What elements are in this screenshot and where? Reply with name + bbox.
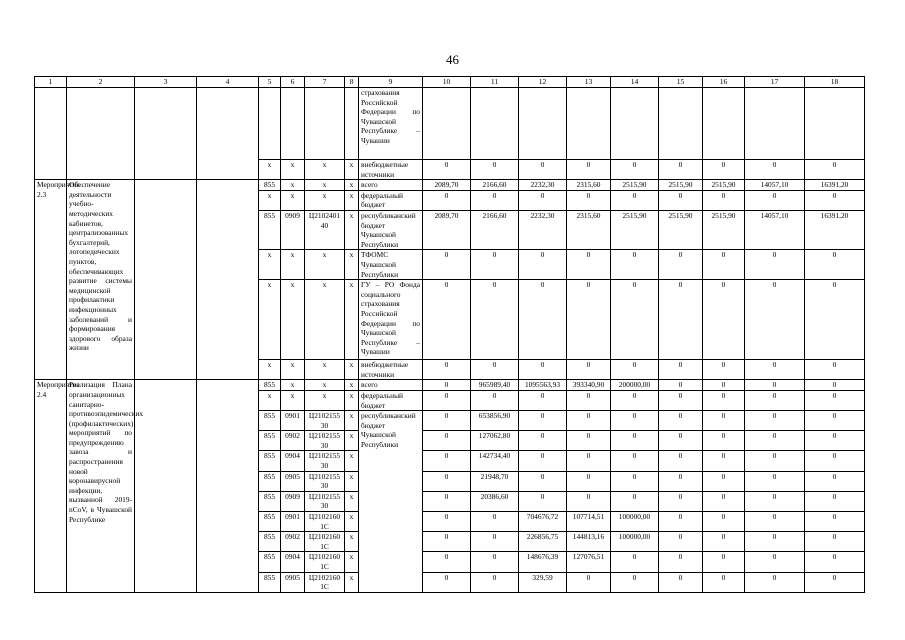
value-cell: 0 xyxy=(611,250,659,280)
funding-source: ГУ – РО Фонда социального страхования Российской Федерации по Чувашской Республике – Чувашии xyxy=(359,280,423,360)
empty-cell xyxy=(135,88,197,180)
value-cell: 0 xyxy=(471,280,519,360)
value-cell: 0 xyxy=(423,451,471,471)
value-cell: 0 xyxy=(423,491,471,511)
value-cell: 0 xyxy=(745,491,805,511)
value-cell: 0 xyxy=(703,532,745,552)
value-cell: 0 xyxy=(519,471,567,491)
activity-description: Обеспечение деятельности учебно-методических кабинетов, централизованных бухгалтерий, логопедических пунктов, обеспечивающих развитие системы медицинской профилактики инфекционных заболеваний и формирования здорового образа жизни xyxy=(67,180,135,380)
table-row xyxy=(35,88,865,160)
value-cell: 2089,70 xyxy=(423,180,471,191)
empty-cell xyxy=(35,88,67,180)
column-number: 5 xyxy=(259,77,281,88)
value-cell: 0 xyxy=(805,250,865,280)
value-cell: 20386,60 xyxy=(471,491,519,511)
value-cell: 0 xyxy=(471,572,519,592)
grbs-code: 855 xyxy=(259,431,281,451)
grbs-code: х xyxy=(259,360,281,380)
value-cell: 14057,10 xyxy=(745,210,805,249)
value-cell: 0 xyxy=(567,471,611,491)
value-cell: 142734,40 xyxy=(471,451,519,471)
value-cell: 0 xyxy=(703,390,745,410)
header-row xyxy=(35,77,865,88)
empty-cell xyxy=(259,88,281,160)
value-cell: 0 xyxy=(805,451,865,471)
value-cell: 0 xyxy=(703,250,745,280)
value-cell: 0 xyxy=(703,451,745,471)
value-cell: 0 xyxy=(567,190,611,210)
value-cell: 0 xyxy=(519,451,567,471)
expense-type-code: х xyxy=(345,491,359,511)
funding-source: республиканский бюджет Чувашской Республики xyxy=(359,210,423,249)
section-code: х xyxy=(281,160,305,180)
value-cell: 0 xyxy=(423,532,471,552)
expense-type-code: х xyxy=(345,210,359,249)
value-cell: 100000,00 xyxy=(611,532,659,552)
value-cell: 0 xyxy=(745,471,805,491)
section-code: 0909 xyxy=(281,491,305,511)
expense-type-code: х xyxy=(345,280,359,360)
value-cell: 0 xyxy=(471,360,519,380)
value-cell: 0 xyxy=(659,360,703,380)
value-cell: 0 xyxy=(423,250,471,280)
section-code: х xyxy=(281,250,305,280)
grbs-code: 855 xyxy=(259,380,281,391)
value-cell: 0 xyxy=(659,451,703,471)
value-cell: 0 xyxy=(519,411,567,431)
target-article-code: х xyxy=(305,380,345,391)
column-number: 1 xyxy=(35,77,67,88)
value-cell: 2515,90 xyxy=(703,210,745,249)
funding-source: всего xyxy=(359,380,423,391)
target-article-code: х xyxy=(305,180,345,191)
value-cell: 0 xyxy=(745,190,805,210)
empty-cell xyxy=(745,88,805,160)
column-number: 8 xyxy=(345,77,359,88)
column-number: 4 xyxy=(197,77,259,88)
value-cell: 2315,60 xyxy=(567,210,611,249)
value-cell: 0 xyxy=(423,552,471,572)
grbs-code: 855 xyxy=(259,552,281,572)
section-code: 0904 xyxy=(281,451,305,471)
value-cell: 0 xyxy=(659,572,703,592)
activity-label: Мероприятие 2.3 xyxy=(35,180,67,380)
value-cell: 127076,51 xyxy=(567,552,611,572)
value-cell: 0 xyxy=(805,380,865,391)
section-code: 0905 xyxy=(281,471,305,491)
value-cell: 0 xyxy=(805,471,865,491)
value-cell: 0 xyxy=(805,512,865,532)
section-code: 0909 xyxy=(281,210,305,249)
value-cell: 2315,60 xyxy=(567,180,611,191)
grbs-code: х xyxy=(259,160,281,180)
value-cell: 0 xyxy=(745,572,805,592)
value-cell: 0 xyxy=(745,532,805,552)
value-cell: 0 xyxy=(423,471,471,491)
value-cell: 0 xyxy=(567,411,611,431)
value-cell: 0 xyxy=(423,390,471,410)
value-cell: 0 xyxy=(703,280,745,360)
value-cell: 0 xyxy=(805,572,865,592)
value-cell: 0 xyxy=(659,160,703,180)
value-cell: 0 xyxy=(423,160,471,180)
grbs-code: х xyxy=(259,280,281,360)
value-cell: 0 xyxy=(745,552,805,572)
value-cell: 653856,90 xyxy=(471,411,519,431)
value-cell: 2515,90 xyxy=(703,180,745,191)
target-article-code: Ц2102160 1С xyxy=(305,532,345,552)
value-cell: 14057,10 xyxy=(745,180,805,191)
empty-cell xyxy=(281,88,305,160)
value-cell: 0 xyxy=(659,380,703,391)
grbs-code: 855 xyxy=(259,572,281,592)
value-cell: 0 xyxy=(659,390,703,410)
column-number: 9 xyxy=(359,77,423,88)
expense-type-code: х xyxy=(345,160,359,180)
value-cell: 0 xyxy=(659,250,703,280)
section-code: 0902 xyxy=(281,431,305,451)
value-cell: 329,59 xyxy=(519,572,567,592)
grbs-code: 855 xyxy=(259,210,281,249)
column-number: 7 xyxy=(305,77,345,88)
value-cell: 0 xyxy=(611,280,659,360)
value-cell: 100000,00 xyxy=(611,512,659,532)
value-cell: 144813,16 xyxy=(567,532,611,552)
empty-cell xyxy=(135,380,197,592)
value-cell: 965989,40 xyxy=(471,380,519,391)
expense-type-code: х xyxy=(345,380,359,391)
funding-source: всего xyxy=(359,180,423,191)
target-article-code: х xyxy=(305,190,345,210)
value-cell: 0 xyxy=(611,431,659,451)
empty-cell xyxy=(197,180,259,380)
value-cell: 0 xyxy=(805,360,865,380)
value-cell: 0 xyxy=(519,360,567,380)
target-article-code: Ц2102160 1С xyxy=(305,552,345,572)
expense-type-code: х xyxy=(345,451,359,471)
value-cell: 0 xyxy=(567,360,611,380)
value-cell: 2089,70 xyxy=(423,210,471,249)
value-cell: 0 xyxy=(519,431,567,451)
table-row xyxy=(35,180,865,191)
value-cell: 0 xyxy=(567,491,611,511)
grbs-code: х xyxy=(259,250,281,280)
empty-cell xyxy=(567,88,611,160)
value-cell: 226856,75 xyxy=(519,532,567,552)
empty-cell xyxy=(345,88,359,160)
column-number: 17 xyxy=(745,77,805,88)
value-cell: 0 xyxy=(471,250,519,280)
value-cell: 0 xyxy=(423,380,471,391)
grbs-code: 855 xyxy=(259,532,281,552)
column-number: 15 xyxy=(659,77,703,88)
column-number: 12 xyxy=(519,77,567,88)
target-article-code: Ц2102160 1С xyxy=(305,572,345,592)
value-cell: 0 xyxy=(519,491,567,511)
value-cell: 704676,72 xyxy=(519,512,567,532)
value-cell: 0 xyxy=(703,160,745,180)
value-cell: 2166,60 xyxy=(471,210,519,249)
value-cell: 0 xyxy=(423,512,471,532)
value-cell: 0 xyxy=(745,390,805,410)
section-code: х xyxy=(281,180,305,191)
grbs-code: 855 xyxy=(259,471,281,491)
value-cell: 0 xyxy=(471,160,519,180)
table-row xyxy=(35,380,865,391)
value-cell: 0 xyxy=(745,451,805,471)
value-cell: 0 xyxy=(611,190,659,210)
expense-type-code: х xyxy=(345,532,359,552)
section-code: х xyxy=(281,360,305,380)
value-cell: 0 xyxy=(659,431,703,451)
expense-type-code: х xyxy=(345,180,359,191)
value-cell: 0 xyxy=(659,190,703,210)
value-cell: 21948,70 xyxy=(471,471,519,491)
funding-source: внебюджетные источники xyxy=(359,160,423,180)
section-code: 0901 xyxy=(281,411,305,431)
value-cell: 0 xyxy=(659,491,703,511)
value-cell: 2515,90 xyxy=(659,210,703,249)
value-cell: 0 xyxy=(703,190,745,210)
value-cell: 0 xyxy=(703,431,745,451)
value-cell: 0 xyxy=(703,360,745,380)
value-cell: 0 xyxy=(703,572,745,592)
value-cell: 0 xyxy=(567,390,611,410)
section-code: 0901 xyxy=(281,512,305,532)
value-cell: 0 xyxy=(567,451,611,471)
value-cell: 0 xyxy=(471,552,519,572)
funding-source: федеральный бюджет xyxy=(359,190,423,210)
value-cell: 2515,90 xyxy=(659,180,703,191)
value-cell: 0 xyxy=(703,491,745,511)
expense-type-code: х xyxy=(345,512,359,532)
empty-cell xyxy=(519,88,567,160)
target-article-code: Ц2102155 30 xyxy=(305,491,345,511)
value-cell: 1095563,93 xyxy=(519,380,567,391)
budget-table xyxy=(34,76,865,593)
value-cell: 0 xyxy=(703,380,745,391)
target-article-code: х xyxy=(305,390,345,410)
empty-cell xyxy=(703,88,745,160)
section-code: х xyxy=(281,390,305,410)
value-cell: 2515,90 xyxy=(611,180,659,191)
grbs-code: х xyxy=(259,390,281,410)
value-cell: 148676,39 xyxy=(519,552,567,572)
value-cell: 2232,30 xyxy=(519,180,567,191)
value-cell: 0 xyxy=(611,451,659,471)
target-article-code: Ц2102401 40 xyxy=(305,210,345,249)
expense-type-code: х xyxy=(345,552,359,572)
value-cell: 0 xyxy=(567,160,611,180)
value-cell: 0 xyxy=(659,512,703,532)
grbs-code: 855 xyxy=(259,451,281,471)
empty-cell xyxy=(423,88,471,160)
value-cell: 0 xyxy=(745,280,805,360)
value-cell: 0 xyxy=(659,532,703,552)
target-article-code: х xyxy=(305,250,345,280)
expense-type-code: х xyxy=(345,360,359,380)
target-article-code: Ц2102155 30 xyxy=(305,411,345,431)
value-cell: 107714,51 xyxy=(567,512,611,532)
value-cell: 393340,90 xyxy=(567,380,611,391)
value-cell: 0 xyxy=(745,431,805,451)
target-article-code: х xyxy=(305,280,345,360)
value-cell: 0 xyxy=(703,552,745,572)
value-cell: 0 xyxy=(659,411,703,431)
grbs-code: 855 xyxy=(259,491,281,511)
value-cell: 0 xyxy=(703,411,745,431)
value-cell: 0 xyxy=(567,572,611,592)
value-cell: 2166,60 xyxy=(471,180,519,191)
value-cell: 0 xyxy=(567,280,611,360)
expense-type-code: х xyxy=(345,572,359,592)
value-cell: 0 xyxy=(703,512,745,532)
value-cell: 0 xyxy=(805,190,865,210)
column-number: 13 xyxy=(567,77,611,88)
target-article-code: Ц2102160 1С xyxy=(305,512,345,532)
value-cell: 0 xyxy=(745,250,805,280)
section-code: х xyxy=(281,280,305,360)
value-cell: 0 xyxy=(745,360,805,380)
value-cell: 0 xyxy=(805,280,865,360)
empty-cell xyxy=(135,180,197,380)
value-cell: 0 xyxy=(611,491,659,511)
value-cell: 16391,20 xyxy=(805,210,865,249)
empty-cell xyxy=(197,88,259,180)
value-cell: 0 xyxy=(423,190,471,210)
section-code: 0904 xyxy=(281,552,305,572)
grbs-code: 855 xyxy=(259,411,281,431)
target-article-code: х xyxy=(305,160,345,180)
grbs-code: х xyxy=(259,190,281,210)
value-cell: 0 xyxy=(745,411,805,431)
value-cell: 0 xyxy=(471,512,519,532)
value-cell: 0 xyxy=(519,280,567,360)
funding-source: республиканский бюджет Чувашской Республики xyxy=(359,411,423,593)
activity-description: Реализация Плана организационных санитарно-противоэпидемических (профилактических) мероприятий по предупреждению завоза и распространения новой коронавирусной инфекции, вызванной 2019-nCoV, в Чувашской Республике xyxy=(67,380,135,592)
expense-type-code: х xyxy=(345,431,359,451)
empty-cell xyxy=(611,88,659,160)
funding-source: внебюджетные источники xyxy=(359,360,423,380)
value-cell: 0 xyxy=(611,360,659,380)
grbs-code: 855 xyxy=(259,180,281,191)
value-cell: 0 xyxy=(611,411,659,431)
value-cell: 0 xyxy=(659,471,703,491)
value-cell: 0 xyxy=(805,411,865,431)
value-cell: 0 xyxy=(703,471,745,491)
empty-cell xyxy=(305,88,345,160)
section-code: х xyxy=(281,380,305,391)
value-cell: 0 xyxy=(611,572,659,592)
value-cell: 0 xyxy=(805,160,865,180)
expense-type-code: х xyxy=(345,250,359,280)
empty-cell xyxy=(659,88,703,160)
empty-cell xyxy=(805,88,865,160)
value-cell: 0 xyxy=(805,532,865,552)
grbs-code: 855 xyxy=(259,512,281,532)
column-number: 16 xyxy=(703,77,745,88)
value-cell: 2232,30 xyxy=(519,210,567,249)
target-article-code: Ц2102155 30 xyxy=(305,431,345,451)
value-cell: 0 xyxy=(567,250,611,280)
column-number: 2 xyxy=(67,77,135,88)
expense-type-code: х xyxy=(345,390,359,410)
value-cell: 0 xyxy=(423,431,471,451)
value-cell: 0 xyxy=(519,390,567,410)
column-number: 14 xyxy=(611,77,659,88)
column-number: 11 xyxy=(471,77,519,88)
section-code: х xyxy=(281,190,305,210)
expense-type-code: х xyxy=(345,471,359,491)
funding-source: федеральный бюджет xyxy=(359,390,423,410)
value-cell: 0 xyxy=(659,280,703,360)
value-cell: 0 xyxy=(519,160,567,180)
column-number: 10 xyxy=(423,77,471,88)
value-cell: 0 xyxy=(471,390,519,410)
value-cell: 0 xyxy=(423,411,471,431)
target-article-code: Ц2102155 30 xyxy=(305,471,345,491)
empty-cell xyxy=(197,380,259,592)
column-number: 3 xyxy=(135,77,197,88)
funding-source: страхования Российской Федерации по Чувашской Республике – Чувашии xyxy=(359,88,423,160)
value-cell: 0 xyxy=(567,431,611,451)
value-cell: 0 xyxy=(471,532,519,552)
value-cell: 0 xyxy=(611,552,659,572)
column-number: 18 xyxy=(805,77,865,88)
activity-label: Мероприятие 2.4 xyxy=(35,380,67,592)
value-cell: 0 xyxy=(745,380,805,391)
value-cell: 0 xyxy=(423,360,471,380)
value-cell: 0 xyxy=(805,552,865,572)
expense-type-code: х xyxy=(345,411,359,431)
value-cell: 0 xyxy=(423,280,471,360)
value-cell: 16391,20 xyxy=(805,180,865,191)
funding-source: ТФОМС Чувашской Республики xyxy=(359,250,423,280)
column-number: 6 xyxy=(281,77,305,88)
value-cell: 0 xyxy=(471,190,519,210)
section-code: 0902 xyxy=(281,532,305,552)
value-cell: 0 xyxy=(745,512,805,532)
value-cell: 0 xyxy=(805,431,865,451)
value-cell: 0 xyxy=(805,390,865,410)
value-cell: 0 xyxy=(423,572,471,592)
expense-type-code: х xyxy=(345,190,359,210)
section-code: 0905 xyxy=(281,572,305,592)
value-cell: 2515,90 xyxy=(611,210,659,249)
value-cell: 200000,00 xyxy=(611,380,659,391)
value-cell: 0 xyxy=(519,250,567,280)
target-article-code: Ц2102155 30 xyxy=(305,451,345,471)
value-cell: 0 xyxy=(519,190,567,210)
value-cell: 0 xyxy=(659,552,703,572)
value-cell: 0 xyxy=(611,471,659,491)
empty-cell xyxy=(471,88,519,160)
value-cell: 0 xyxy=(611,160,659,180)
target-article-code: х xyxy=(305,360,345,380)
value-cell: 0 xyxy=(805,491,865,511)
value-cell: 0 xyxy=(611,390,659,410)
value-cell: 0 xyxy=(745,160,805,180)
empty-cell xyxy=(67,88,135,180)
value-cell: 127062,80 xyxy=(471,431,519,451)
page-number: 46 xyxy=(446,52,459,67)
